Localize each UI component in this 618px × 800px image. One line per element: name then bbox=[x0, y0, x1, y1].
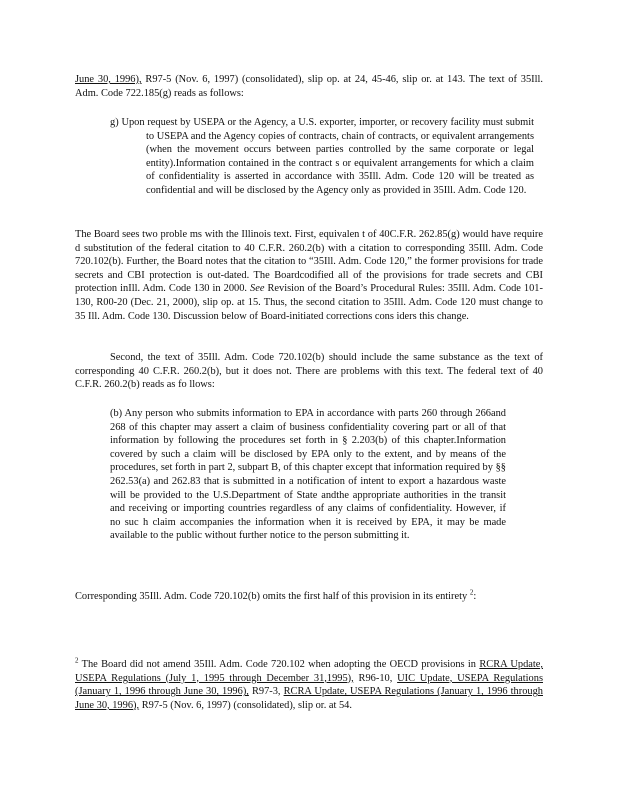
continuation-text: R97-5 (Nov. 6, 1997) (consolidated), slip op. at 24, 45-46, slip or. at 143. The text of 35Ill. Adm. Code 722.185(g) reads as follows: bbox=[75, 74, 543, 99]
footnote-lead: The Board did not amend 35Ill. Adm. Code 720.102 when adopting the OECD provisions in bbox=[81, 659, 476, 670]
footnote-citation-3: RCRA Update, USEPA Regulations (January 1, 1996 through June 30, 1996), bbox=[75, 686, 543, 711]
block-quote-260-2b: (b) Any person who submits information to EPA in accordance with parts 260 through 266and 268 of this chapter may assert a claim of business confidentiality covering part or all of that information by following the procedures set forth in § 2.203(b) of this chapter.Information covered by such a claim will be disclosed by EPA only to the extent, and by means of the procedures, set forth in part 2, subpart B, of this chapter except that information required by §§ 262.53(a) and 262.83 that is submitted in a notification of intent to export a hazardous waste will be provided to the U.S.Department of State andthe appropriate authorities in the transit and receiving or importing countries regardless of any claims of confidentiality. However, if no suc h claim accompanies the information when it is received by EPA, it may be made available to the public without further notice to the person submitting it. bbox=[110, 408, 506, 542]
see-signal: See bbox=[250, 283, 265, 295]
citation-underlined: June 30, 1996), bbox=[75, 74, 142, 85]
paragraph-illinois-text-problems bbox=[75, 228, 543, 323]
quote-text: g) Upon request by USEPA or the Agency, a U.S. exporter, importer, or recovery facility must submit to USEPA and the Agency copies of contracts, chain of contracts, or equivalent arrangements (when the movement occurs between parties controlled by the same corporate or legal entity).Information contained in the contract s or equivalent arrangements for which a claim of confidentiality is asserted in accordance with 35Ill. Adm. Code 120 will be treated as confidential and will be disclosed by the Agency only as provided in 35Ill. Adm. Code 120. bbox=[110, 117, 534, 196]
footnote-citation-2: UIC Update, USEPA Regulations (January 1, 1996 through June 30, 1996), bbox=[75, 672, 543, 698]
footnote-tail: R97-5 (Nov. 6, 1997) (consolidated), slip or. at 54. bbox=[141, 699, 352, 711]
footnote-docket-2: R97-3, bbox=[251, 686, 281, 698]
paragraph-second-problem: Second, the text of 35Ill. Adm. Code 720.102(b) should include the same substance as the text of corresponding 40 C.F.R. 260.2(b), but it does not. There are problems with this text. The federal text of 40 C.F.R. 260.2(b) reads as fo llows: bbox=[75, 352, 543, 391]
paragraph-text: The Board sees two proble ms with the Illinois text. First, equivalen t of 40C.F.R. 262.85(g) would have require d substitution of the federal citation to 40 C.F.R. 260.2(b) with a citation to corresponding 35Ill. Adm. Code 720.102(b). Further, the Board notes that the citation to “35Ill. Adm. Code 120,” the former provisions for trade secrets and CBI protection is out-dated. The Boardcodified all of the provisions for trade secrets and CBI protection inIll. Adm. Code 130 in 2000. bbox=[75, 229, 543, 295]
continuation-paragraph bbox=[75, 73, 543, 100]
corresponding-paragraph bbox=[75, 590, 543, 604]
corresponding-tail: : bbox=[473, 591, 477, 602]
paragraph-text-continued: Revision of the Board’s Procedural Rules: 35Ill. Adm. Code 101-130, R00-20 (Dec. 21, 2000), slip op. at 15. Thus, the second citation to 35Ill. Adm. Code 120 must change to 35 Ill. Adm. Code 130. Discussion below of Board-initiated corrections cons iders this change. bbox=[75, 283, 543, 322]
footnote bbox=[75, 658, 543, 712]
corresponding-text: Corresponding 35Ill. Adm. Code 720.102(b) omits the first half of this provision in its entirety bbox=[75, 591, 468, 602]
footnote-docket-1: R96-10, bbox=[358, 672, 393, 684]
footnote-number: 2 bbox=[75, 656, 79, 665]
footnote-reference: 2 bbox=[469, 588, 474, 597]
block-quote-722-185g bbox=[110, 116, 534, 198]
footnote-citation-1: RCRA Update, USEPA Regulations (July 1, 1995 through December 31,1995), bbox=[75, 659, 543, 684]
